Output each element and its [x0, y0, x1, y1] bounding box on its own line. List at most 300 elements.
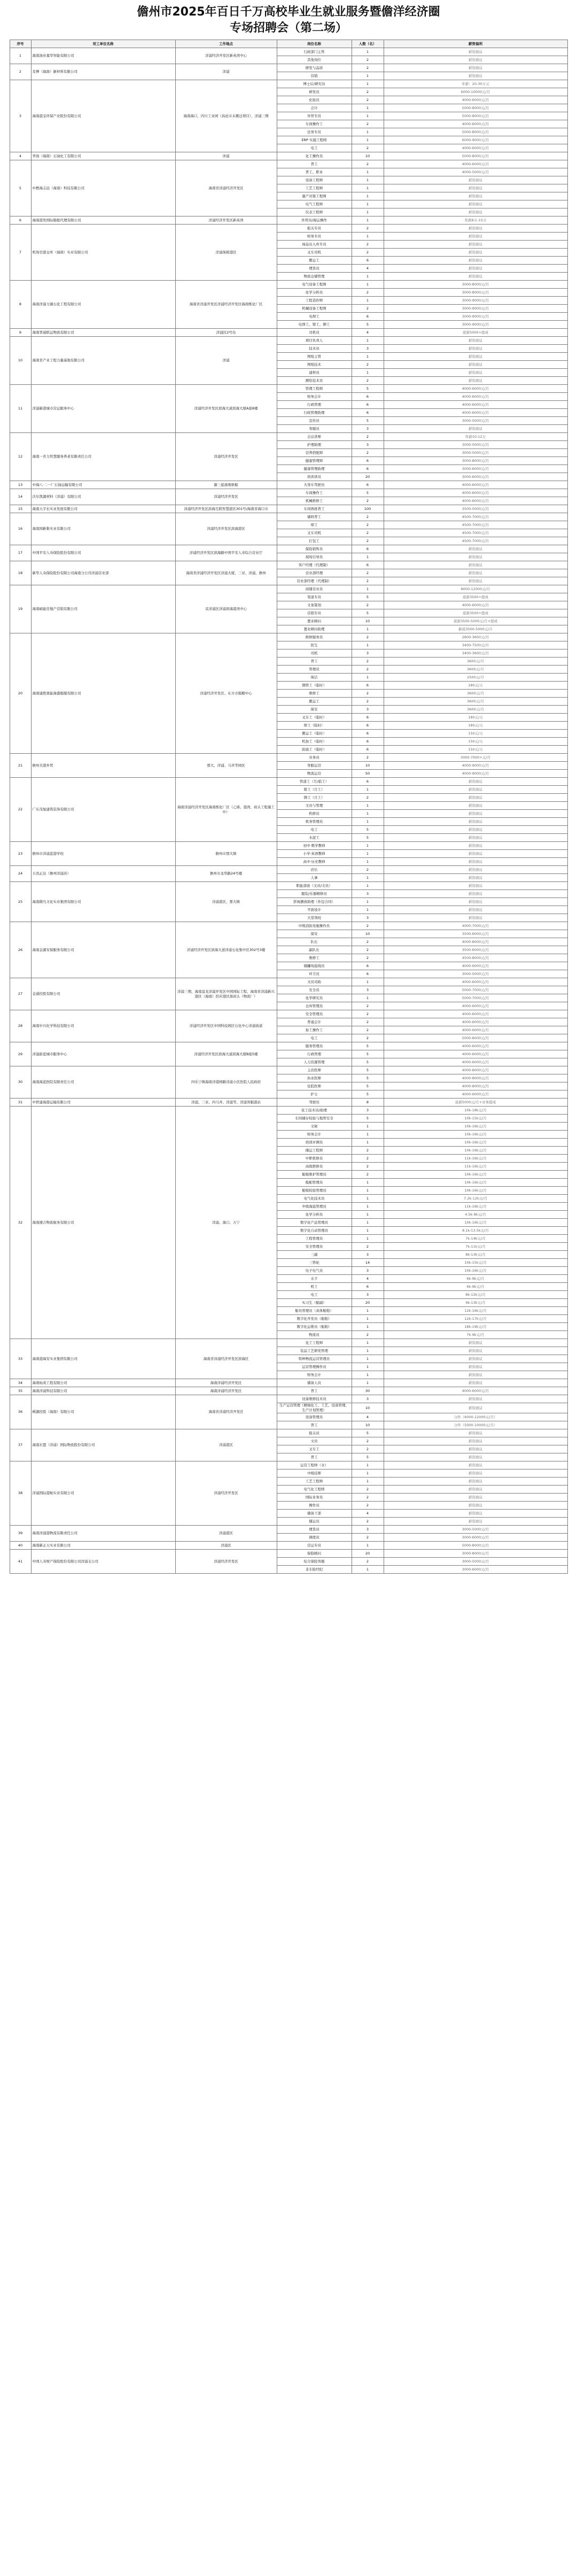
cell-salary: 3000-5000元/月: [384, 449, 567, 457]
cell-position: 机械维修工: [277, 497, 352, 505]
cell-count: 5: [352, 1429, 384, 1437]
cell-salary: 10k-16k元/月: [384, 1147, 567, 1155]
cell-position: 机工: [277, 1283, 352, 1291]
cell-count: 10: [352, 930, 384, 938]
cell-position: 行政管理: [277, 1050, 352, 1058]
cell-count: 1: [352, 858, 384, 866]
cell-salary: 3400-7500元/月: [384, 641, 567, 649]
cell-location: 洋浦经济开发区新英湾: [175, 216, 277, 225]
cell-company: 洋浦国际港航实业有限公司: [31, 1461, 175, 1526]
cell-salary: 10k-16k元/月: [384, 1267, 567, 1275]
cell-salary: 薪资面议: [384, 377, 567, 385]
cell-position: 国际业务员: [277, 1494, 352, 1502]
cell-company: 海南微凡文化实业集团有限公司: [31, 882, 175, 922]
cell-salary: 8000-12000元/月: [384, 585, 567, 593]
cell-count: 1: [352, 850, 384, 858]
cell-count: 20: [352, 1550, 384, 1558]
cell-position: 机修员: [277, 810, 352, 818]
cell-salary: 5000-8000元/月: [384, 152, 567, 160]
cell-count: 1: [352, 882, 384, 890]
cell-count: 1: [352, 553, 384, 561]
cell-count: 14: [352, 1259, 384, 1267]
table-row: [10, 1461, 567, 1469]
cell-position: 技术员: [277, 345, 352, 353]
cell-position: 数字化产品管理员: [277, 1219, 352, 1227]
cell-count: 3: [352, 649, 384, 657]
cell-count: 1: [352, 369, 384, 377]
cell-position: 文员: [277, 1437, 352, 1445]
cell-position: 设备维修技术员: [277, 1395, 352, 1403]
cell-company: 海南金源安保服务有限公司: [31, 922, 175, 978]
cell-count: 1: [352, 1211, 384, 1219]
cell-no: 21: [10, 754, 31, 778]
cell-position: 管道工（月/临工）: [277, 778, 352, 786]
cell-salary: 薪资面议: [384, 834, 567, 842]
table-row: [10, 1542, 567, 1550]
cell-count: 3: [352, 441, 384, 449]
cell-count: 1: [352, 625, 384, 633]
cell-company: 海南硕能房地产营销有限公司: [31, 585, 175, 633]
cell-position: 工艺工程师: [277, 1477, 352, 1486]
cell-salary: 薪资面议: [384, 369, 567, 377]
cell-salary: 3000-6000元/月: [384, 1566, 567, 1574]
cell-salary: 10k-16k元/月: [384, 1171, 567, 1179]
cell-position: 化工工程师: [277, 1339, 352, 1347]
cell-count: 1: [352, 1227, 384, 1235]
cell-count: 5: [352, 1058, 384, 1066]
cell-count: 1: [352, 1347, 384, 1355]
cell-no: 16: [10, 513, 31, 545]
cell-position: 客服运营: [277, 762, 352, 770]
cell-position: 执业医师: [277, 1074, 352, 1082]
cell-company: 海南一省力智慧服务养老有限责任公司: [31, 433, 175, 481]
cell-location: 儋州市龙华路24号楼: [175, 866, 277, 882]
cell-no: 14: [10, 489, 31, 505]
table-row: [10, 842, 567, 850]
cell-salary: 3000-5000元/月: [384, 1558, 567, 1566]
cell-salary: 6000-10000元/月: [384, 88, 567, 96]
cell-count: 100: [352, 505, 384, 513]
cell-position: 项目负责人: [277, 337, 352, 345]
cell-count: 6: [352, 409, 384, 417]
cell-count: 2: [352, 1445, 384, 1453]
cell-position: 宣传员: [277, 417, 352, 425]
cell-position: 初中·数学教师: [277, 842, 352, 850]
cell-position: 大堂领班: [277, 914, 352, 922]
header-company: 用工单位名称: [31, 40, 175, 48]
cell-salary: 薪资面议: [384, 425, 567, 433]
cell-salary: 150元/天: [384, 738, 567, 746]
cell-count: 1: [352, 818, 384, 826]
cell-count: 2: [352, 657, 384, 666]
cell-count: 6: [352, 730, 384, 738]
cell-salary: 薪资面议: [384, 553, 567, 561]
cell-salary: 4000-6000元/月: [384, 1050, 567, 1058]
cell-position: 物流员: [277, 1331, 352, 1339]
cell-salary: 薪资面议: [384, 794, 567, 802]
cell-salary: 3000-8000元/月: [384, 1550, 567, 1558]
cell-salary: 薪资面议: [384, 1371, 567, 1379]
table-row: [10, 64, 567, 72]
cell-count: 2: [352, 922, 384, 930]
cell-salary: 薪资面议: [384, 874, 567, 882]
cell-salary: 薪资面议: [384, 1469, 567, 1477]
cell-no: 33: [10, 1339, 31, 1379]
cell-position: 水手: [277, 1275, 352, 1283]
cell-position: 财务会计: [277, 1371, 352, 1379]
cell-count: 4: [352, 1413, 384, 1421]
cell-salary: 4000-8000元/月: [384, 938, 567, 946]
cell-position: 装品工艺研发管理: [277, 1347, 352, 1355]
cell-salary: 10k-15k元/月: [384, 1259, 567, 1267]
cell-salary: 薪资面议: [384, 866, 567, 874]
cell-salary: 4000-6000元/月: [384, 1002, 567, 1010]
cell-salary: 6k-9k元/月: [384, 1283, 567, 1291]
cell-salary: 3400-3600元/月: [384, 649, 567, 657]
cell-company: 金通控股有限公司: [31, 978, 175, 1010]
cell-position: 保洁: [277, 674, 352, 682]
cell-location: 洋浦经济开发区滨海互联智慧港区301号/海南省海口市: [175, 505, 277, 513]
cell-count: 2: [352, 1518, 384, 1526]
cell-company: 海南国新集实业有限公司: [31, 513, 175, 545]
cell-count: 2: [352, 954, 384, 962]
cell-salary: 3000-9000元/月: [384, 297, 567, 305]
cell-position: 财务专员: [277, 233, 352, 241]
cell-salary: 薪资面议: [384, 345, 567, 353]
cell-salary: 薪资面议: [384, 914, 567, 922]
cell-salary: 3000-6000元/月: [384, 465, 567, 473]
cell-position: 铆工（月工）: [277, 794, 352, 802]
header-no: 序号: [10, 40, 31, 48]
cell-count: 5: [352, 826, 384, 834]
table-row: [10, 1107, 567, 1115]
cell-salary: 7k-11k元/月: [384, 1243, 567, 1251]
cell-salary: 底薪3500+提成: [384, 593, 567, 601]
cell-count: 10: [352, 152, 384, 160]
cell-position: 保险销售员: [277, 545, 352, 553]
cell-position: 电工: [277, 1291, 352, 1299]
cell-count: 2: [352, 449, 384, 457]
cell-location: 源三起落吸驱船: [175, 481, 277, 489]
cell-salary: 薪资面议: [384, 1502, 567, 1510]
cell-salary: 年薪：20-30万元: [384, 80, 567, 88]
cell-count: 5: [352, 1074, 384, 1082]
cell-count: 3: [352, 1267, 384, 1275]
cell-position: 服务管理员: [277, 1042, 352, 1050]
cell-position: 行政部门主管: [277, 48, 352, 56]
cell-position: 车间操作工: [277, 489, 352, 497]
cell-location: 京洋浦区洋浦滨海港湾中心: [175, 585, 277, 633]
cell-salary: 薪资面议: [384, 818, 567, 826]
cell-no: 6: [10, 216, 31, 225]
table-row: [10, 1379, 567, 1387]
cell-count: 3: [352, 1526, 384, 1534]
cell-company: 桃源控股（海南）有限公司: [31, 1395, 175, 1429]
cell-count: 2: [352, 1018, 384, 1026]
cell-count: 2: [352, 698, 384, 706]
cell-location: 洋浦经济开发区: [175, 433, 277, 481]
cell-salary: 4500-7000元/月: [384, 513, 567, 521]
cell-count: 1: [352, 994, 384, 1002]
cell-salary: 薪资面议: [384, 184, 567, 192]
cell-location: 洋浦经济开发区中国科技园区石化中心洋浦街道: [175, 1010, 277, 1042]
cell-no: 5: [10, 160, 31, 216]
cell-count: 3: [352, 706, 384, 714]
cell-location: 洋浦经济开发区、东方市船艇中心: [175, 633, 277, 754]
cell-position: 电气工程师: [277, 200, 352, 208]
cell-count: 5: [352, 1042, 384, 1050]
table-row: [10, 1387, 567, 1395]
table-row: [10, 216, 567, 225]
cell-company: 新华人寿保险股份有限公司海南分公司洋浦营业部: [31, 561, 175, 585]
cell-no: 12: [10, 433, 31, 481]
cell-count: 1: [352, 233, 384, 241]
cell-position: 叉车工（临时）: [277, 714, 352, 722]
cell-salary: 薪资面议: [384, 1429, 567, 1437]
cell-count: 5: [352, 609, 384, 617]
table-row: [10, 152, 567, 160]
cell-salary: 年薪10-12万: [384, 433, 567, 441]
cell-position: 物流运营: [277, 770, 352, 778]
cell-salary: 分件（5000-10000元/月）: [384, 1421, 567, 1429]
cell-position: 文案策划: [277, 601, 352, 609]
cell-position: 机务管理员: [277, 818, 352, 826]
cell-count: 2: [352, 241, 384, 249]
cell-location: 那大、洋浦、马井等园区: [175, 754, 277, 778]
table-row: [10, 778, 567, 786]
cell-salary: 薪资面议: [384, 241, 567, 249]
cell-salary: 11k-16k元/月: [384, 1155, 567, 1163]
cell-salary: 4000-6000元/月: [384, 962, 567, 970]
cell-position: 中级消防设施操作员: [277, 922, 352, 930]
cell-location: 儋州市那大镇: [175, 842, 277, 866]
cell-position: 大客车驾驶员: [277, 481, 352, 489]
cell-salary: 3600元/月: [384, 690, 567, 698]
cell-count: 2: [352, 120, 384, 128]
cell-salary: 薪资面议: [384, 561, 567, 569]
cell-no: 27: [10, 978, 31, 1010]
cell-position: 运营管理操作员: [277, 1363, 352, 1371]
cell-no: 28: [10, 1010, 31, 1042]
cell-count: 5: [352, 385, 384, 393]
table-row: [10, 80, 567, 88]
cell-salary: 3000-5000元/月: [384, 1526, 567, 1534]
cell-salary: 8k-13k元/月: [384, 1251, 567, 1259]
cell-company: 海南晨宝环保产业股份有限公司: [31, 80, 175, 152]
cell-count: 2: [352, 433, 384, 441]
table-row: [10, 561, 567, 569]
cell-salary: 底薪5000+提成: [384, 329, 567, 337]
cell-salary: 薪资面议: [384, 1379, 567, 1387]
cell-position: 储运工程师: [277, 1147, 352, 1155]
cell-position: 外贸专员: [277, 112, 352, 120]
cell-salary: 薪资面议: [384, 1437, 567, 1445]
cell-salary: 3000-6000元/月: [384, 473, 567, 481]
cell-company: 海南灿英工程有限公司: [31, 1379, 175, 1387]
cell-location: 四乐宁镇海南洋港园路洋浦小区医院人民政府: [175, 1066, 277, 1099]
cell-position: 商品出入库专员: [277, 241, 352, 249]
cell-salary: 4000-6000元/月: [384, 409, 567, 417]
cell-salary: 3600元/月: [384, 666, 567, 674]
cell-salary: 薪资面议: [384, 545, 567, 553]
cell-salary: 180元/天: [384, 682, 567, 690]
cell-count: 1: [352, 1179, 384, 1187]
cell-salary: 薪资面议: [384, 249, 567, 257]
cell-salary: 薪资面议: [384, 1403, 567, 1413]
cell-company: 海南洋浦港物流有限责任公司: [31, 1526, 175, 1542]
cell-count: 2: [352, 569, 384, 577]
cell-salary: 薪资面议: [384, 906, 567, 914]
cell-salary: 4000-6000元/月: [384, 144, 567, 152]
cell-position: 报关专员: [277, 225, 352, 233]
cell-no: 1: [10, 48, 31, 64]
cell-position: 业务员: [277, 754, 352, 762]
cell-position: 人事: [277, 874, 352, 882]
cell-count: 2: [352, 1163, 384, 1171]
cell-count: 6: [352, 401, 384, 409]
cell-salary: 7k-14k元/月: [384, 1235, 567, 1243]
cell-company: 中燃海志远（海南）科技有限公司: [31, 160, 175, 216]
cell-count: 6: [352, 313, 384, 321]
cell-salary: 10k-16k元/月: [384, 1131, 567, 1139]
cell-salary: 薪资面议: [384, 200, 567, 208]
cell-count: 6: [352, 962, 384, 970]
cell-position: 焊工: [277, 521, 352, 529]
cell-position: 司机员: [277, 329, 352, 337]
cell-salary: 4000-6000元/月: [384, 978, 567, 986]
cell-count: 1: [352, 585, 384, 593]
cell-position: 图纸主管: [277, 353, 352, 361]
cell-count: 1: [352, 1371, 384, 1379]
cell-salary: 4000-9000元/月: [384, 770, 567, 778]
cell-position: 化验员: [277, 96, 352, 104]
table-row: [10, 1339, 567, 1347]
cell-position: 化学研究员: [277, 994, 352, 1002]
cell-salary: 薪资面议: [384, 898, 567, 906]
cell-location: 洋浦: [175, 337, 277, 385]
cell-position: 普工: [277, 1453, 352, 1461]
cell-company: 海南天宇长实业发展有限公司: [31, 505, 175, 513]
cell-position: 管理工程师: [277, 385, 352, 393]
cell-salary: 4500-7000元/月: [384, 537, 567, 545]
cell-count: 3: [352, 345, 384, 353]
cell-salary: 10k-15k元/月: [384, 1115, 567, 1123]
cell-location: 洋浦三期、海南盘龙洋浦开发区中国国际工程、海南省洋浦新兴港区（海南）供应港区南码头（物流厂）: [175, 978, 277, 1010]
cell-position: 电工: [277, 826, 352, 834]
cell-position: 电工: [277, 144, 352, 152]
cell-position: 船舶维护管理员: [277, 1171, 352, 1179]
cell-no: 41: [10, 1550, 31, 1574]
cell-count: 2: [352, 1502, 384, 1510]
cell-count: 3: [352, 425, 384, 433]
cell-location: 洋浦经济开发区滨海大道滨海大厦A座8楼: [175, 385, 277, 433]
cell-salary: 2500元/月: [384, 674, 567, 682]
cell-position: 渠道专员: [277, 593, 352, 601]
cell-position: 中职机修员: [277, 1155, 352, 1163]
cell-position: 三副: [277, 1251, 352, 1259]
cell-salary: 4000-6000元/月: [384, 393, 567, 401]
cell-salary: 薪资面议: [384, 1486, 567, 1494]
cell-position: 安全员: [277, 986, 352, 994]
cell-company: 海南港发国际船舶代理有限公司: [31, 216, 175, 225]
cell-count: 1: [352, 641, 384, 649]
cell-location: 海南洋浦经济开发区: [175, 1379, 277, 1387]
cell-count: 3: [352, 1291, 384, 1299]
cell-count: 2: [352, 249, 384, 257]
cell-count: 1: [352, 104, 384, 112]
cell-position: 会议讲师: [277, 433, 352, 441]
cell-salary: 4000-6000元/月: [384, 1042, 567, 1050]
cell-position: 综合保险客服: [277, 1558, 352, 1566]
cell-count: 6: [352, 682, 384, 690]
cell-count: 2: [352, 529, 384, 537]
cell-position: 车间储存检验与地管安全: [277, 1115, 352, 1123]
cell-count: 1: [352, 216, 384, 225]
cell-no: 22: [10, 778, 31, 842]
cell-count: 1: [352, 1315, 384, 1323]
cell-position: 研发员: [277, 88, 352, 96]
cell-position: 化学分析员: [277, 1211, 352, 1219]
cell-position: 管理员: [277, 666, 352, 674]
cell-salary: 3500-6000元/月: [384, 930, 567, 938]
cell-salary: 薪资面议: [384, 1445, 567, 1453]
cell-company: 海南海蓝医院有限责任公司: [31, 1066, 175, 1099]
cell-salary: 4000-6000元/月: [384, 96, 567, 104]
table-header-row: [10, 40, 567, 48]
cell-position: 司机: [277, 649, 352, 657]
cell-salary: 4000-6000元/月: [384, 601, 567, 609]
cell-position: 护理助理: [277, 441, 352, 449]
cell-position: 叉车工: [277, 1445, 352, 1453]
cell-count: 5: [352, 417, 384, 425]
cell-count: 6: [352, 714, 384, 722]
cell-salary: 3500-6000元/月: [384, 946, 567, 954]
cell-position: 电气化技术员: [277, 1195, 352, 1203]
cell-count: 1: [352, 200, 384, 208]
cell-position: 普工: [277, 160, 352, 168]
cell-count: 6: [352, 746, 384, 754]
cell-salary: 薪资面议: [384, 786, 567, 794]
cell-count: 1: [352, 273, 384, 281]
cell-location: 海南省洋浦开发区洋浦经济开发区海南炼化厂区: [175, 281, 277, 329]
cell-count: 1: [352, 1469, 384, 1477]
cell-position: 财务会计: [277, 1131, 352, 1139]
cell-count: 5: [352, 489, 384, 497]
table-row: [10, 385, 567, 393]
cell-count: 2: [352, 1002, 384, 1010]
cell-position: 保安: [277, 706, 352, 714]
page-title: 儋州市2025年百日千万高校毕业生就业服务暨儋洋经济圈: [137, 5, 440, 19]
cell-count: 2: [352, 305, 384, 313]
cell-salary: 5000-8000元/月: [384, 104, 567, 112]
cell-salary: 薪资面议: [384, 1339, 567, 1347]
cell-position: 机加工（临时）: [277, 738, 352, 746]
cell-salary: 3000-5000元/月: [384, 441, 567, 449]
cell-position: 车间熟练普工: [277, 505, 352, 513]
cell-count: 3: [352, 1395, 384, 1403]
cell-location: 洋浦、三亚、四马井、洋浦等、洋浦客服港站: [175, 1099, 277, 1107]
cell-company: 海南普通联运物流有限公司: [31, 329, 175, 337]
cell-position: 水泥工: [277, 834, 352, 842]
cell-no: 4: [10, 152, 31, 160]
table-row: [10, 281, 567, 289]
cell-salary: 3600元/月: [384, 657, 567, 666]
cell-position: 三管轮: [277, 1259, 352, 1267]
cell-count: 2: [352, 56, 384, 64]
cell-count: 6: [352, 457, 384, 465]
cell-count: 1: [352, 168, 384, 176]
cell-position: 工艺工程师: [277, 184, 352, 192]
